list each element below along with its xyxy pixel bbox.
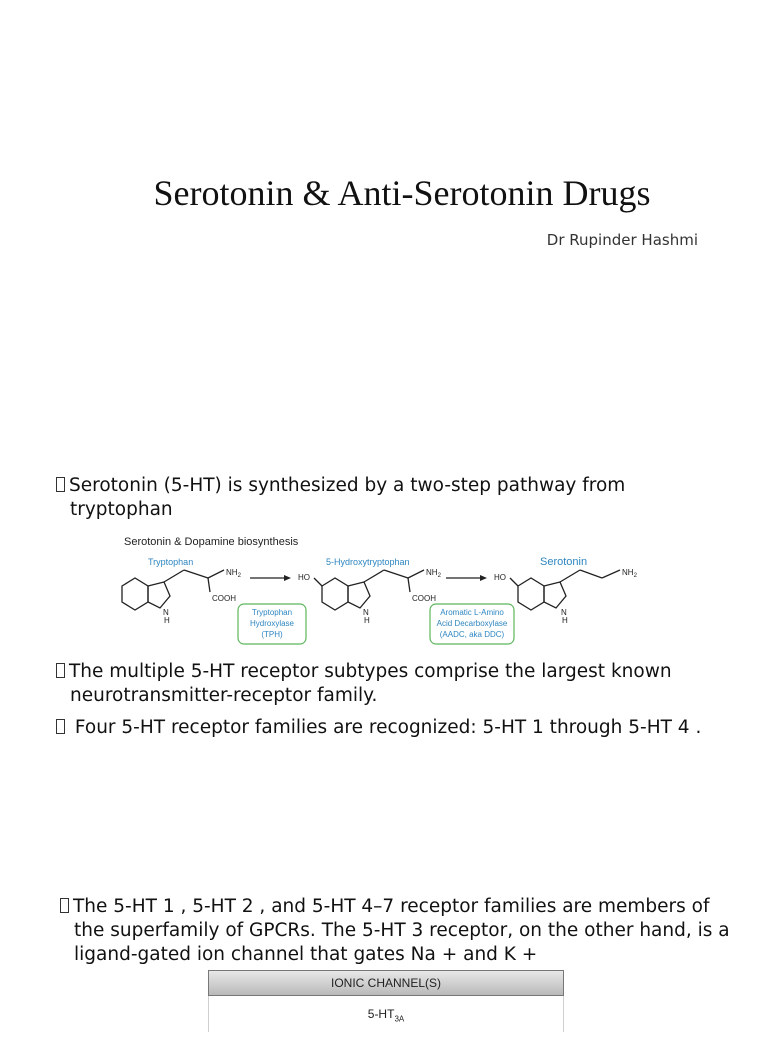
aadc-line-2: Acid Decarboxylase [436,619,508,628]
bullet-icon [60,898,69,913]
bullet-1 [56,474,625,522]
diagram-heading: Serotonin & Dopamine biosynthesis [124,536,299,548]
hydroxytryptophan-ho: HO [298,573,310,582]
bullet-2 [56,660,672,708]
bullet-4-line-3: ligand-gated ion channel that gates Na + and K + [74,944,538,965]
enzyme-box-aadc [430,604,514,644]
aadc-line-3: (AADC, aka DDC) [439,630,505,639]
tph-line-2: Hydroxylase [249,619,295,628]
serotonin-ho: HO [494,573,506,582]
bullet-2-line-2: neurotransmitter-receptor family. [70,685,378,706]
serotonin-h: H [562,616,568,625]
author-name: Dr Rupinder Hashmi [546,231,698,249]
table-header: IONIC CHANNEL(S) [208,970,564,996]
tryptophan-label: Tryptophan [148,557,194,567]
hydroxytryptophan-h: H [364,616,370,625]
bullet-3-line-1: Four 5-HT receptor families are recognized: 5-HT 1 through 5-HT 4 . [74,717,702,738]
table-row [208,996,564,1032]
bullet-2-line-1: The multiple 5-HT receptor subtypes comprise the largest known [69,661,672,682]
tryptophan-nh2: $NH_2$ [226,568,241,579]
serotonin-label: Serotonin [540,556,588,568]
arrow-head-2 [480,575,487,581]
hydroxytryptophan-n: N [363,608,369,617]
ionic-channel-table [208,970,564,1032]
bullet-icon [56,719,65,734]
bullet-1-line-1: Serotonin (5-HT) is synthesized by a two-step pathway from [69,475,626,496]
tph-line-1: Tryptophan [251,608,293,617]
hydroxytryptophan-nh2: $NH_2$ [426,568,441,579]
tryptophan-h: H [164,616,170,625]
serotonin-nh2: $NH_2$ [622,568,637,579]
bullet-1-line-2: tryptophan [70,499,173,520]
tph-line-3: (TPH) [261,630,283,639]
serotonin-n: N [561,608,567,617]
tryptophan-cooh: COOH [212,594,236,603]
biosynthesis-diagram [118,530,648,650]
slide-title: Serotonin & Anti-Serotonin Drugs [153,173,651,213]
receptor-name: 5-HT [367,1007,395,1021]
arrow-head-1 [284,575,291,581]
bullet-3 [56,716,701,740]
hydroxytryptophan-structure [298,557,442,625]
bullet-icon [56,663,65,678]
hydroxytryptophan-label: 5-Hydroxytryptophan [326,557,410,567]
bullet-4-line-1: The 5-HT 1 , 5-HT 2 , and 5-HT 4–7 receptor families are members of [73,896,710,917]
aadc-line-1: Aromatic L-Amino [440,608,504,617]
bullet-4 [60,895,730,967]
bullet-4-line-2: the superfamily of GPCRs. The 5-HT 3 receptor, on the other hand, is a [74,920,730,941]
tryptophan-n: N [163,608,169,617]
tryptophan-structure [122,557,242,625]
receptor-subscript: 3A [394,1014,405,1024]
bullet-icon [56,477,65,492]
serotonin-structure [494,556,638,625]
hydroxytryptophan-cooh: COOH [412,594,436,603]
enzyme-box-tph [238,604,306,644]
